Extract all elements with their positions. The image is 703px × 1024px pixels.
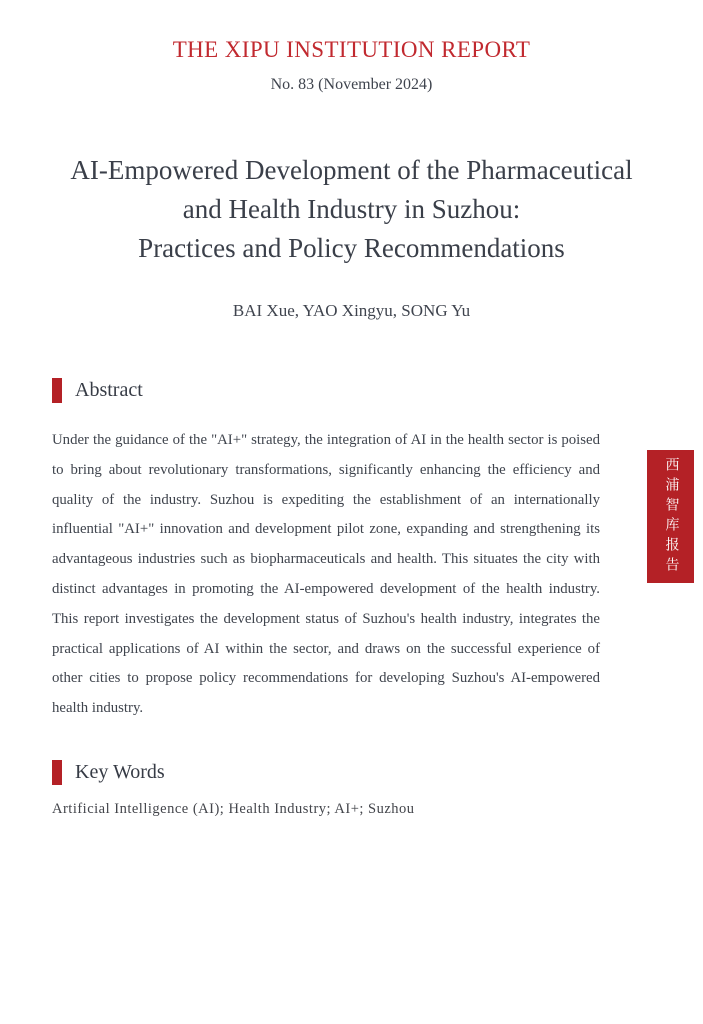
report-title-line-1: AI-Empowered Development of the Pharmaceutical <box>70 155 633 185</box>
keywords-heading-label: Key Words <box>75 761 165 783</box>
keywords-text: Artificial Intelligence (AI); Health Industry; AI+; Suzhou <box>52 801 415 817</box>
report-title-line-2: and Health Industry in Suzhou: <box>182 194 521 224</box>
institution-report-title: THE XIPU INSTITUTION REPORT <box>172 37 531 62</box>
abstract-section-heading <box>52 378 143 403</box>
issue-number: No. 83 (November 2024) <box>270 76 433 93</box>
report-title <box>0 151 703 268</box>
section-marker-icon <box>52 760 62 785</box>
keywords-section-heading <box>52 760 165 785</box>
side-tab-text: 西浦智库报告 <box>663 456 679 577</box>
section-marker-icon <box>52 378 62 403</box>
abstract-heading-label: Abstract <box>75 379 143 401</box>
report-title-line-3: Practices and Policy Recommendations <box>138 233 565 263</box>
abstract-text: Under the guidance of the "AI+" strategy, the integration of AI in the health sector is poised to bring about revolutionary transformations, significantly enhancing the efficiency and quality of the industry. Suzhou is expediting the establishment of an internationally influential "AI+" innovation and development pilot zone, expanding and strengthening its advantageous industries such as biopharmaceuticals and health. This situates the city with distinct advantages in promoting the AI-empowered development of the health industry. This report investigates the development status of Suzhou's health industry, integrates the practical applications of AI within the sector, and draws on the successful experience of other cities to propose policy recommendations for developing Suzhou's AI-empowered health industry. <box>52 432 600 717</box>
authors-line: BAI Xue, YAO Xingyu, SONG Yu <box>232 301 471 320</box>
masthead <box>0 37 703 94</box>
side-tab-report-label <box>647 450 694 583</box>
